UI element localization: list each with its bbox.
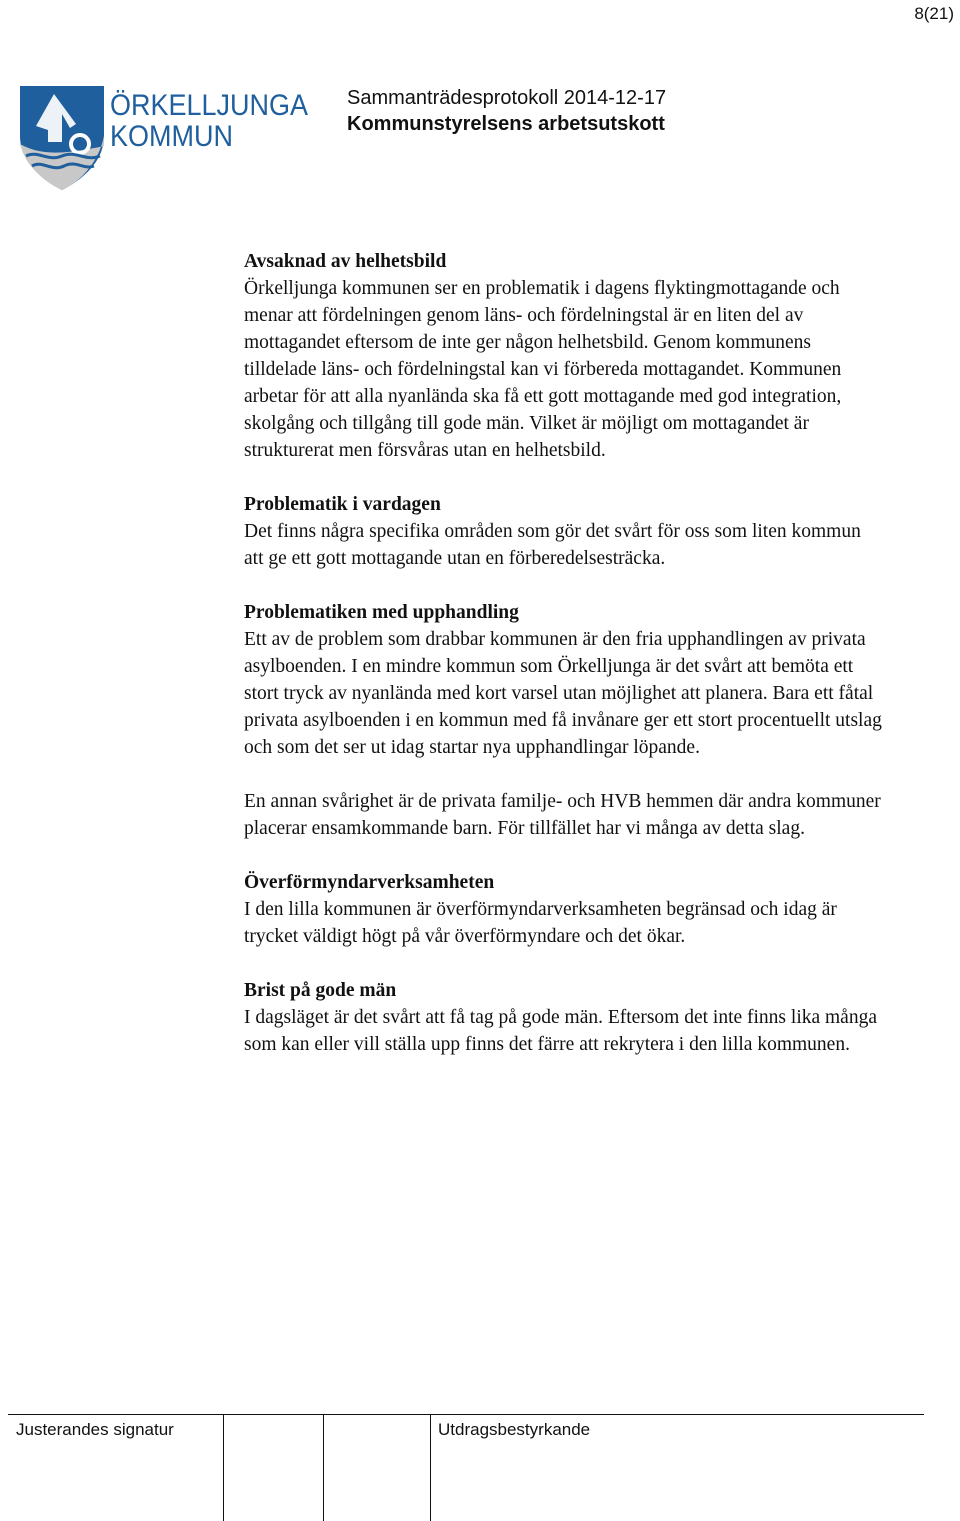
- section-upphandling: [244, 599, 884, 842]
- section-gode-man: [244, 977, 884, 1058]
- signature-footer: [8, 1414, 924, 1521]
- logo-line-2: KOMMUN: [110, 120, 233, 153]
- section-paragraph: Örkelljunga kommunen ser en problematik i dagens flyktingmottagande och menar att fördelningen genom läns- och fördelningstal är en liten del av mottagandet eftersom de inte ger någon helhetsbild. Genom kommunens tilldelade läns- och fördelningstal kan vi förbereda mottagandet. Kommunen arbetar för att alla nyanlända ska få ett gott mottagande med god integration, skolgång och tillgång till gode män. Vilket är möjligt om mottagandet är strukturerat men försvåras utan en helhetsbild.: [244, 278, 842, 461]
- committee-name: Kommunstyrelsens arbetsutskott: [347, 113, 665, 135]
- section-avsaknad: [244, 248, 884, 464]
- section-paragraph: En annan svårighet är de privata familje- och HVB hemmen där andra kommuner placerar ensamkommande barn. För tillfället har vi många av detta slag.: [244, 791, 881, 839]
- section-paragraph: I dagsläget är det svårt att få tag på gode män. Eftersom det inte finns lika många som kan eller vill ställa upp finns det färre att rekrytera i den lilla kommunen.: [244, 1007, 877, 1055]
- page-number: 8(21): [914, 4, 954, 23]
- section-heading: Brist på gode män: [244, 980, 397, 1001]
- logo-wordmark: [110, 90, 308, 152]
- signature-box-divider: [223, 1415, 224, 1521]
- section-heading: Problematiken med upphandling: [244, 602, 519, 623]
- signature-box-divider: [430, 1415, 431, 1521]
- section-heading: Problematik i vardagen: [244, 494, 441, 515]
- certification-label: Utdragsbestyrkande: [438, 1420, 591, 1439]
- section-heading: Överförmyndarverksamheten: [244, 872, 495, 893]
- signature-label: Justerandes signatur: [16, 1420, 174, 1439]
- section-overformyndare: [244, 869, 884, 950]
- coat-of-arms-icon: [18, 84, 110, 194]
- protocol-title: Sammanträdesprotokoll 2014-12-17: [347, 87, 667, 109]
- municipality-logo: [18, 84, 309, 194]
- section-vardagen: [244, 491, 884, 572]
- document-body: [244, 248, 884, 1085]
- document-header: [347, 85, 666, 137]
- section-heading: Avsaknad av helhetsbild: [244, 251, 447, 272]
- signature-box-divider: [323, 1415, 324, 1521]
- section-paragraph: I den lilla kommunen är överförmyndarverksamheten begränsad och idag är trycket väldigt högt på vår överförmyndare och det ökar.: [244, 899, 837, 947]
- section-paragraph: Ett av de problem som drabbar kommunen är den fria upphandlingen av privata asylboenden. I en mindre kommun som Örkelljunga är det svårt att bemöta ett stort tryck av nyanlända med kort varsel utan möjlighet att planera. Bara ett fåtal privata asylboenden i en kommun med få invånare ger ett stort procentuellt utslag och som det ser ut idag startar nya upphandlingar löpande.: [244, 629, 882, 758]
- section-paragraph: Det finns några specifika områden som gör det svårt för oss som liten kommun att ge ett gott mottagande utan en förberedelsesträcka.: [244, 521, 861, 569]
- logo-line-1: ÖRKELLJUNGA: [110, 89, 309, 122]
